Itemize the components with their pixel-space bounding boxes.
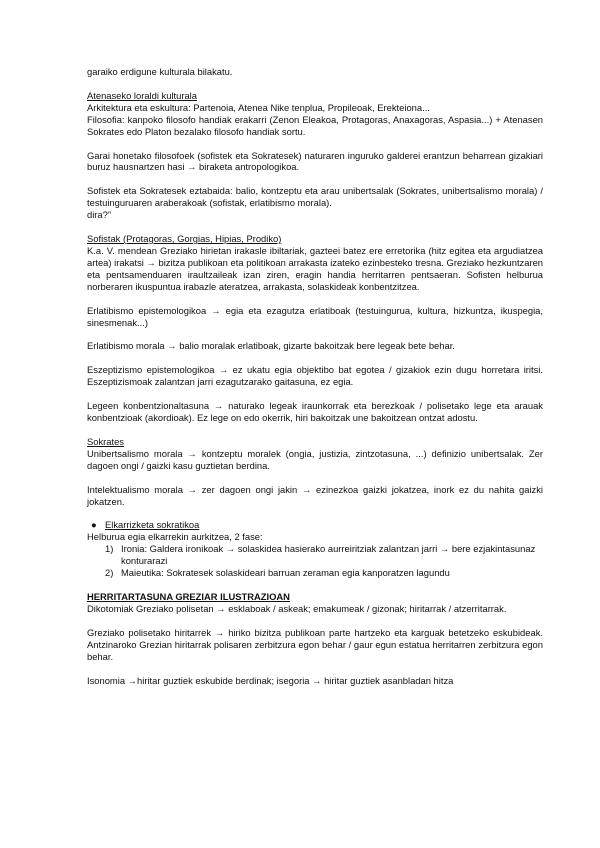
paragraph: Unibertsalismo morala → kontzeptu moralek (ongia, justizia, zintzotasuna, ...) definizio unibertsalak. Zer dagoen ongi / gaizki kasu guztietan berdina. xyxy=(87,447,543,471)
item-number: 1) xyxy=(105,543,114,555)
paragraph: Isonomia →hiritar guztiek eskubide berdinak; isegoria → hiritar guztiek asanbladan hitza xyxy=(87,674,454,686)
paragraph: Erlatibismo epistemologikoa → egia eta ezagutza erlatiboak (testuingurua, kultura, hizkuntza, ikuspegia, sinesmenak...) xyxy=(87,304,543,328)
item-text: Maieutika: Sokratesek solaskideari barruan zeraman egia kanporatzen lagundu xyxy=(121,567,450,579)
item-text: Ironia: Galdera ironikoak → solaskidea hasierako aurreiritziak zalantzan jarri → bere ezjakintasunaz konturarazi xyxy=(121,543,536,567)
section-heading-herritartasuna: HERRITARTASUNA GREZIAR ILUSTRAZIOAN xyxy=(87,591,290,602)
paragraph: Helburua egia elkarrekin aurkitzea, 2 fase: xyxy=(87,531,263,543)
paragraph: Intelektualismo morala → zer dagoen ongi jakin → ezinezkoa gaizki jokatzea, inork ez du nahita gaizki jokatzen. xyxy=(87,483,543,507)
paragraph: Arkitektura eta eskultura: Partenoia, Atenea Nike tenplua, Propileoak, Erekteiona... xyxy=(87,101,430,113)
numbered-item xyxy=(87,543,543,567)
item-number: 2) xyxy=(105,567,114,579)
paragraph: dira?” xyxy=(87,209,111,221)
section-heading-sofistak: Sofistak (Protagoras, Gorgias, Hipias, Prodiko) xyxy=(87,233,282,245)
paragraph: garaiko erdigune kulturala bilakatu. xyxy=(87,66,233,77)
paragraph: Sofistek eta Sokratesek eztabaida: balio, kontzeptu eta arau unibertsalak (Sokrates, unibertsalismo morala) / testuinguruaren araberakoak (sofistak, erlatibismo morala). xyxy=(87,185,543,209)
paragraph: Filosofia: kanpoko filosofo handiak erakarri (Zenon Eleakoa, Protagoras, Anaxagoras, Aspasia...) + Atenasen Sokrates edo Platon bezalako filosofo handiak sortu. xyxy=(87,113,543,137)
document-page xyxy=(87,66,543,686)
section-heading-atenas: Atenaseko loraldi kulturala xyxy=(87,89,197,101)
paragraph: Legeen konbentzionaltasuna → naturako legeak iraunkorrak eta berezkoak / polisetako lege eta arauak konbentzioak (akordioak). Ez lege on edo okerrik, hiri bakoitzak une bakoitzean ontzat adostu. xyxy=(87,400,543,424)
paragraph: Greziako polisetako hiritarrek → hiriko bizitza publikoan parte hartzeko eta karguak betetzeko eskubideak. Antzinaroko Grezian hiritarrak polisaren zerbitzura egon behar / gaur egun estatua herritarren zerbitzura egon behar. xyxy=(87,626,543,662)
paragraph: Erlatibismo morala → balio moralak erlatiboak, gizarte bakoitzak bere legeak bete behar. xyxy=(87,340,455,352)
bullet-icon: ● xyxy=(91,519,97,531)
bullet-item xyxy=(87,519,543,531)
paragraph: K.a. V. mendean Greziako hirietan irakasle ibiltariak, gazteei batez ere erretorika (hitz egitea eta argudiatzea artea) irakatsi → bizitza publikoan eta politikoan arrakasta izateko ezinbesteko tresna. Greziako hezkuntzaren eta pentsamenduaren iraultzaileak izan ziren, eragin handia herritarren pentsaeran. Sofisten helburua norberaren ikuspuntua irabazle ateratzea, arrakasta, solaskideak konbentzitzea. xyxy=(87,244,543,292)
section-heading-sokrates: Sokrates xyxy=(87,435,124,447)
bullet-label: Elkarrizketa sokratikoa xyxy=(105,519,200,531)
paragraph: Eszeptizismo epistemologikoa → ez ukatu egia objektibo bat egotea / gizakiok ezin dugu horretara iritsi. Eszeptizismoak zalantzan jarri ezagutzarako gaitasuna, ez egia. xyxy=(87,364,543,388)
paragraph: Garai honetako filosofoek (sofistek eta Sokratesek) naturaren inguruko galderei erantzun beharrean gizakiari buruz hausnartzen hasi → biraketa antropologikoa. xyxy=(87,149,543,173)
paragraph: Dikotomiak Greziako polisetan → esklaboak / askeak; emakumeak / gizonak; hiritarrak / atzerritarrak. xyxy=(87,602,507,614)
numbered-item xyxy=(87,567,543,579)
